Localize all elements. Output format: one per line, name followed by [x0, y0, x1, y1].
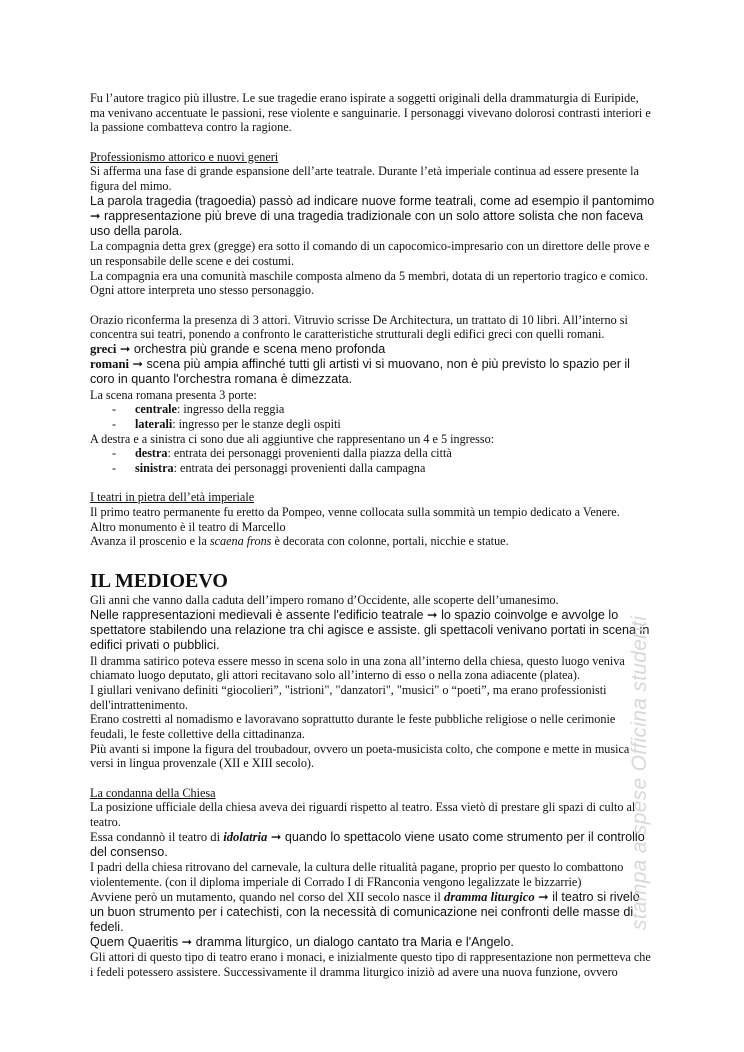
- romani-text: ➞ scena più ampia affinché tutti gli artisti vi si muovano, non è più previsto lo spazio per il coro in quanto l'orchestra romana è dimezzata.: [90, 357, 630, 387]
- paragraph: La compagnia era una comunità maschile composta almeno da 5 membri, dotata di un repertorio tragico e comico. Ogni attore interpreta uno stesso personaggio.: [90, 268, 649, 298]
- paragraph: Erano costretti al nomadismo e lavoravano soprattutto durante le feste pubbliche religiose o nelle cerimonie feudali, le feste collettive della cittadinanza.: [90, 712, 616, 742]
- paragraph: Gli anni che vanno dalla caduta dell’impero romano d’Occidente, alle scoperte dell’umanesimo.: [90, 593, 559, 608]
- intro-paragraph: Fu l’autore tragico più illustre. Le sue tragedie erano ispirate a soggetti originali della drammaturgia di Euripide, ma venivano accentuate le passioni, rese violente e sanguinarie. I personaggi vivevano dolorosi contrasti interiori e la passione combatteva contro la ragione.: [90, 91, 651, 135]
- paragraph: Avviene però un mutamento, quando nel corso del XII secolo nasce il dramma liturgico ➞ il teatro si rivelò un buon strumento per i catechisti, con la necessità di comunicazione nei confronti delle masse di fedeli.: [90, 889, 640, 934]
- paragraph: Più avanti si impone la figura del troubadour, ovvero un poeta-musicista colto, che compone e mette in musica versi in lingua provenzale (XII e XIII secolo).: [90, 741, 630, 771]
- aggiuntive-intro: A destra e a sinistra ci sono due ali aggiuntive che rappresentano un 4 e 5 ingresso:: [90, 431, 495, 446]
- watermark-text: stampa a spese Officina studenti: [628, 615, 651, 930]
- paragraph: Il primo teatro permanente fu eretto da Pompeo, venne collocata sulla sommità un tempio dedicato a Venere.: [90, 505, 620, 520]
- paragraph: Essa condannò il teatro di idolatria ➞ quando lo spettacolo viene usato come strumento per il controllo del consenso.: [90, 829, 645, 859]
- section-title-professionismo: Professionismo attorico e nuovi generi: [90, 149, 279, 164]
- document-page: [90, 91, 655, 980]
- paragraph: Quem Quaeritis ➞ dramma liturgico, un dialogo cantato tra Maria e l'Angelo.: [90, 935, 514, 950]
- paragraph: I padri della chiesa ritrovano del carnevale, la cultura delle ritualità pagane, proprio per questo lo combattono violentemente. (con il diploma imperiale di Corrado I di FRanconia vengono legalizzate le bizzarrie): [90, 860, 624, 889]
- list-item: - laterali: ingresso per le stanze degli ospiti: [112, 417, 655, 432]
- chapter-heading: IL MEDIOEVO: [90, 570, 228, 593]
- paragraph: Orazio riconferma la presenza di 3 attori. Vitruvio scrisse De Architectura, un trattato di 10 libri. All’interno si concentra sui teatri, ponendo a confronto le caratteristiche strutturali degli edifici greci con quelli romani.: [90, 312, 628, 342]
- greci-label: greci: [90, 342, 117, 357]
- list-item: - sinistra: entrata dei personaggi provenienti dalla campagna: [112, 461, 655, 476]
- section-title-chiesa: La condanna della Chiesa: [90, 785, 216, 800]
- greci-line: [90, 342, 655, 357]
- paragraph: Si afferma una fase di grande espansione dell’arte teatrale. Durante l’età imperiale continua ad essere presente la figura del mimo.: [90, 164, 639, 194]
- list-item: - centrale: ingresso della reggia: [112, 402, 655, 417]
- list-item: - destra: entrata dei personaggi provenienti dalla piazza della città: [112, 446, 655, 461]
- porte-list: [90, 402, 655, 431]
- romani-label: romani: [90, 357, 129, 372]
- paragraph: I giullari venivano definiti “giocolieri”, "istrioni", "danzatori", "musici" o “poeti”, ma erano professionisti dell'intrattenimento.: [90, 682, 607, 712]
- greci-text: ➞ orchestra più grande e scena meno profonda: [116, 342, 386, 357]
- paragraph: Il dramma satirico poteva essere messo in scena solo in una zona all’interno della chiesa, questo luogo veniva chiamato luogo deputato, gli attori recitavano solo all’interno di esso o nella zona adiacente (platea).: [90, 653, 625, 683]
- romani-line: [90, 357, 655, 387]
- section-title-pietra: I teatri in pietra dell’età imperiale: [90, 490, 255, 505]
- paragraph: La parola tragedia (tragoedia) passò ad indicare nuove forme teatrali, come ad esempio il pantomimo ➞ rappresentazione più breve di una tragedia tradizionale con un solo attore solista che non faceva uso della parola.: [90, 193, 655, 239]
- paragraph: La posizione ufficiale della chiesa aveva dei riguardi rispetto al teatro. Essa vietò di prestare gli spazi di culto al teatro.: [90, 800, 636, 830]
- paragraph: Avanza il proscenio e la scaena frons è decorata con colonne, portali, nicchie e statue.: [90, 534, 509, 549]
- paragraph: La compagnia detta grex (gregge) era sotto il comando di un capocomico-impresario con un direttore delle prove e un responsabile delle scene e dei costumi.: [90, 239, 650, 269]
- paragraph: Nelle rappresentazioni medievali è assente l'edificio teatrale ➞ lo spazio coinvolge e avvolge lo spettatore stabilendo una relazione tra chi agisce e assiste. gli spettacoli venivano portati in scena in edifici privati o pubblici.: [90, 607, 650, 653]
- porte-intro: La scena romana presenta 3 porte:: [90, 387, 257, 402]
- paragraph: Altro monumento è il teatro di Marcello: [90, 519, 286, 534]
- paragraph: Gli attori di questo tipo di teatro erano i monaci, e inizialmente questo tipo di rappresentazione non permetteva che i fedeli potessero assistere. Successivamente il dramma liturgico iniziò ad avere una nuova funzione, ovvero: [90, 950, 651, 980]
- aggiuntive-list: [90, 446, 655, 475]
